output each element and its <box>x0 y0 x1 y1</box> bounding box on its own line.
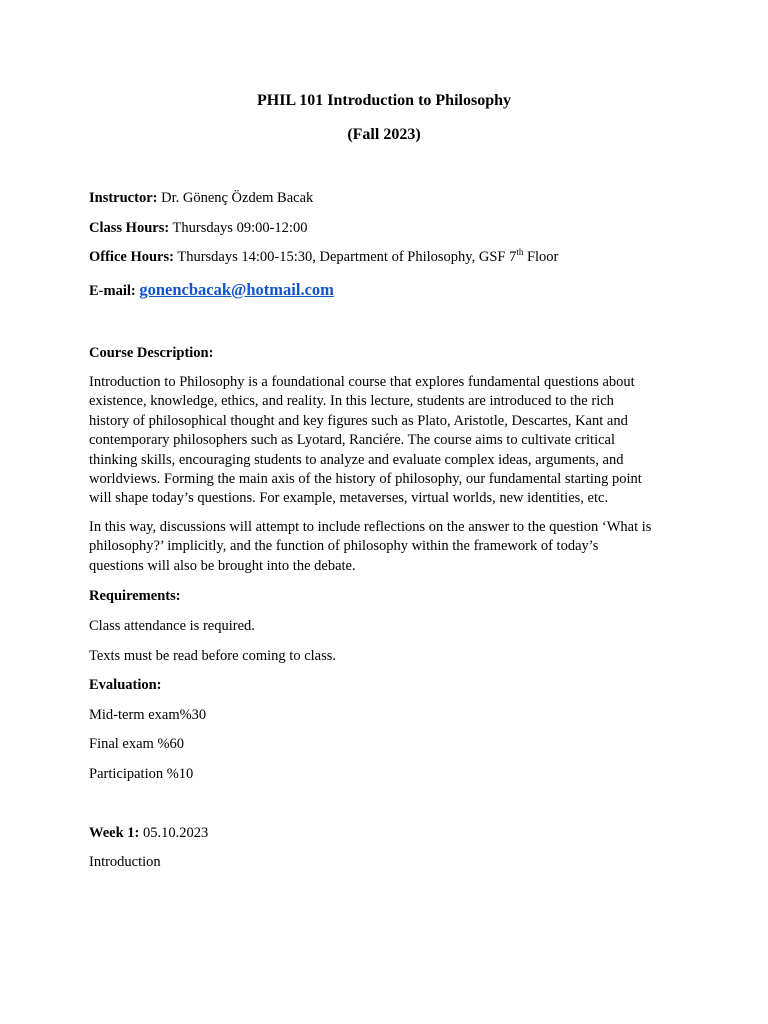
instructor-row <box>89 189 313 208</box>
evaluation-heading: Evaluation: <box>89 677 162 693</box>
instructor-value: Dr. Gönenç Özdem Bacak <box>157 190 314 206</box>
paragraph-line: contemporary philosophers such as Lyotard, Ranciére. The course aims to cultivate critical <box>89 432 615 449</box>
paragraph-line: Introduction to Philosophy is a foundational course that explores fundamental questions about <box>89 374 635 390</box>
evaluation-item: Mid-term exam%30 <box>89 707 207 723</box>
paragraph-line: philosophy?’ implicitly, and the function of philosophy within the framework of today’s <box>89 538 599 555</box>
email-row <box>89 280 334 301</box>
paragraph-line: will shape today’s questions. For example, metaverses, virtual worlds, new identities, etc. <box>89 490 609 507</box>
requirements-heading: Requirements: <box>89 588 181 604</box>
week-1-topic: Introduction <box>89 854 161 870</box>
class-hours-label: Class Hours: <box>89 220 170 236</box>
class-hours-value: Thursdays 09:00-12:00 <box>169 220 308 236</box>
paragraph-line: history of philosophical thought and key figures such as Plato, Aristotle, Descartes, Kant and <box>89 412 628 429</box>
paragraph-line: thinking skills, encouraging students to analyze and evaluate complex ideas, arguments, and <box>89 451 624 468</box>
course-description-paragraph-2 <box>89 518 689 576</box>
paragraph-line: In this way, discussions will attempt to include reflections on the answer to the question ‘What is <box>89 519 652 535</box>
requirement-item: Texts must be read before coming to class. <box>89 648 337 664</box>
class-hours-row <box>89 219 307 238</box>
evaluation-item: Final exam %60 <box>89 736 185 752</box>
requirement-item: Class attendance is required. <box>89 618 255 634</box>
course-title: PHIL 101 Introduction to Philosophy <box>257 92 511 109</box>
paragraph-line: worldviews. Forming the main axis of the history of philosophy, our fundamental starting point <box>89 471 642 488</box>
instructor-label: Instructor: <box>89 190 158 206</box>
office-hours-ordinal: th <box>516 247 524 258</box>
office-hours-row <box>89 248 558 267</box>
course-term: (Fall 2023) <box>347 126 421 143</box>
paragraph-line: questions will also be brought into the debate. <box>89 557 356 574</box>
email-label: E-mail: <box>89 283 136 299</box>
office-hours-suffix: Floor <box>523 249 559 265</box>
week-1-row <box>89 824 208 843</box>
week-1-date: 05.10.2023 <box>139 825 209 841</box>
evaluation-item: Participation %10 <box>89 766 194 782</box>
paragraph-line: existence, knowledge, ethics, and reality. In this lecture, students are introduced to the rich <box>89 393 614 410</box>
week-1-label: Week 1: <box>89 825 140 841</box>
office-hours-value: Thursdays 14:00-15:30, Department of Philosophy, GSF 7 <box>173 249 517 265</box>
course-description-heading: Course Description: <box>89 345 214 361</box>
course-description-paragraph-1 <box>89 373 689 509</box>
office-hours-label: Office Hours: <box>89 249 174 265</box>
email-link[interactable]: gonencbacak@hotmail.com <box>139 280 334 299</box>
